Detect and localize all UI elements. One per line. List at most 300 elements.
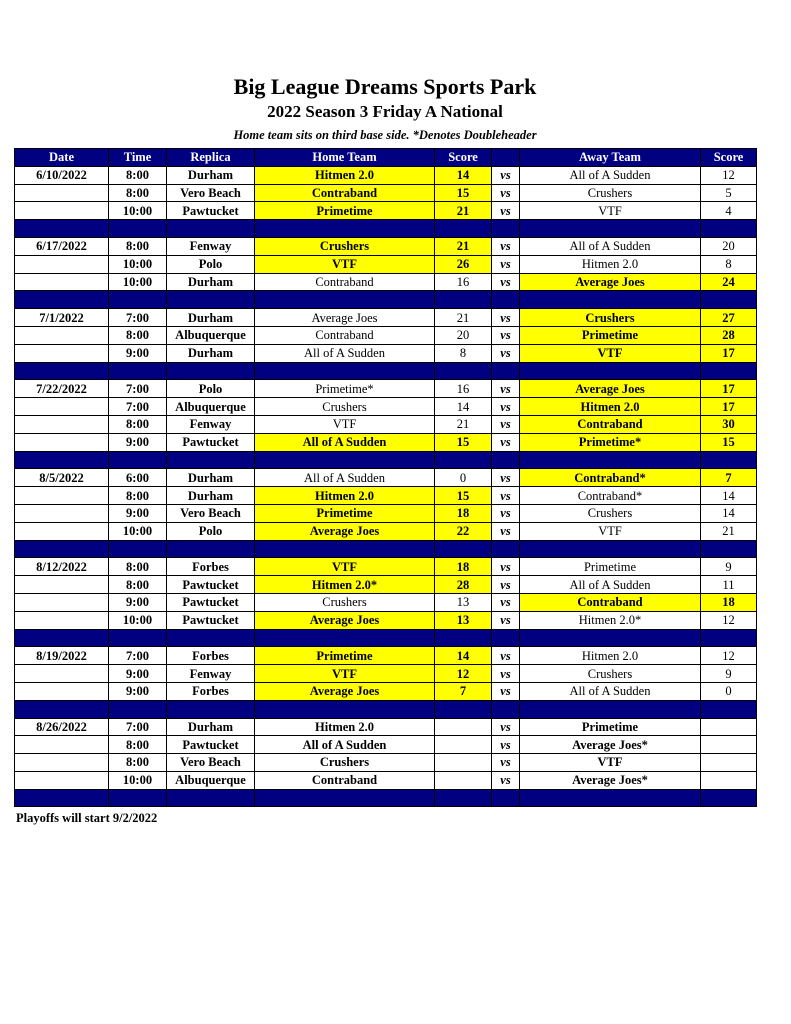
home-team-cell: Primetime	[255, 647, 435, 665]
time-cell: 10:00	[109, 255, 167, 273]
replica-cell: Albuquerque	[167, 326, 255, 344]
away-team-cell: Contraband*	[520, 487, 701, 505]
away-score-cell: 17	[701, 380, 757, 398]
game-row	[15, 415, 757, 433]
time-cell: 6:00	[109, 469, 167, 487]
schedule-note: Home team sits on third base side. *Denotes Doubleheader	[233, 128, 537, 142]
separator-cell	[520, 629, 701, 647]
time-cell: 8:00	[109, 415, 167, 433]
home-score-cell: 13	[435, 611, 492, 629]
week-separator	[15, 362, 757, 380]
game-row	[15, 255, 757, 273]
vs-cell: vs	[492, 273, 520, 291]
home-score-cell: 15	[435, 433, 492, 451]
date-cell	[15, 433, 109, 451]
home-team-cell: VTF	[255, 558, 435, 576]
time-cell: 9:00	[109, 433, 167, 451]
separator-cell	[167, 540, 255, 558]
home-score-cell: 14	[435, 398, 492, 416]
home-score-cell: 15	[435, 487, 492, 505]
home-team-cell: Contraband	[255, 771, 435, 789]
separator-cell	[167, 451, 255, 469]
time-cell: 8:00	[109, 326, 167, 344]
separator-cell	[15, 220, 109, 238]
game-row	[15, 682, 757, 700]
separator-cell	[109, 629, 167, 647]
vs-cell: vs	[492, 522, 520, 540]
vs-cell: vs	[492, 433, 520, 451]
away-team-cell: Average Joes*	[520, 771, 701, 789]
replica-cell: Albuquerque	[167, 398, 255, 416]
replica-cell: Durham	[167, 344, 255, 362]
vs-cell: vs	[492, 487, 520, 505]
replica-cell: Forbes	[167, 558, 255, 576]
replica-cell: Vero Beach	[167, 504, 255, 522]
separator-cell	[492, 700, 520, 718]
time-cell: 9:00	[109, 593, 167, 611]
vs-cell: vs	[492, 237, 520, 255]
home-score-cell	[435, 736, 492, 754]
replica-cell: Albuquerque	[167, 771, 255, 789]
away-team-cell: VTF	[520, 522, 701, 540]
away-team-cell: Average Joes	[520, 380, 701, 398]
away-score-cell: 11	[701, 576, 757, 594]
home-score-cell: 7	[435, 682, 492, 700]
replica-cell: Durham	[167, 469, 255, 487]
home-score-cell: 16	[435, 380, 492, 398]
date-cell	[15, 522, 109, 540]
time-cell: 10:00	[109, 202, 167, 220]
week-separator	[15, 220, 757, 238]
header-home-team: Home Team	[255, 149, 435, 167]
separator-cell	[15, 291, 109, 309]
replica-cell: Durham	[167, 309, 255, 327]
separator-cell	[520, 451, 701, 469]
home-score-cell: 26	[435, 255, 492, 273]
vs-cell: vs	[492, 398, 520, 416]
header-vs	[492, 149, 520, 167]
footer-note: Playoffs will start 9/2/2022	[16, 811, 158, 825]
away-score-cell: 12	[701, 647, 757, 665]
home-team-cell: Average Joes	[255, 611, 435, 629]
replica-cell: Polo	[167, 255, 255, 273]
home-score-cell: 14	[435, 647, 492, 665]
home-team-cell: Average Joes	[255, 682, 435, 700]
replica-cell: Pawtucket	[167, 593, 255, 611]
vs-cell: vs	[492, 718, 520, 736]
separator-cell	[435, 700, 492, 718]
date-cell: 7/1/2022	[15, 309, 109, 327]
away-team-cell: Average Joes*	[520, 736, 701, 754]
separator-cell	[167, 789, 255, 807]
time-cell: 9:00	[109, 665, 167, 683]
separator-cell	[492, 629, 520, 647]
time-cell: 7:00	[109, 718, 167, 736]
home-team-cell: Contraband	[255, 184, 435, 202]
vs-cell: vs	[492, 184, 520, 202]
vs-cell: vs	[492, 326, 520, 344]
separator-cell	[15, 451, 109, 469]
header-time: Time	[109, 149, 167, 167]
away-team-cell: All of A Sudden	[520, 682, 701, 700]
home-score-cell: 13	[435, 593, 492, 611]
separator-cell	[435, 291, 492, 309]
game-row	[15, 754, 757, 772]
home-team-cell: VTF	[255, 665, 435, 683]
date-cell	[15, 184, 109, 202]
separator-cell	[255, 220, 435, 238]
home-score-cell: 0	[435, 469, 492, 487]
away-team-cell: Hitmen 2.0*	[520, 611, 701, 629]
game-row	[15, 309, 757, 327]
game-row	[15, 771, 757, 789]
game-row	[15, 469, 757, 487]
vs-cell: vs	[492, 647, 520, 665]
vs-cell: vs	[492, 771, 520, 789]
time-cell: 8:00	[109, 754, 167, 772]
time-cell: 7:00	[109, 309, 167, 327]
away-score-cell: 17	[701, 398, 757, 416]
schedule-table	[14, 148, 757, 807]
vs-cell: vs	[492, 255, 520, 273]
home-team-cell: Crushers	[255, 237, 435, 255]
date-cell: 8/5/2022	[15, 469, 109, 487]
separator-cell	[255, 700, 435, 718]
away-team-cell: All of A Sudden	[520, 237, 701, 255]
home-team-cell: All of A Sudden	[255, 433, 435, 451]
date-cell: 7/22/2022	[15, 380, 109, 398]
header-home-score: Score	[435, 149, 492, 167]
separator-cell	[167, 220, 255, 238]
vs-cell: vs	[492, 166, 520, 184]
separator-cell	[520, 362, 701, 380]
away-team-cell: Contraband*	[520, 469, 701, 487]
separator-cell	[109, 220, 167, 238]
away-score-cell: 9	[701, 558, 757, 576]
away-score-cell: 30	[701, 415, 757, 433]
date-cell	[15, 344, 109, 362]
home-score-cell: 21	[435, 415, 492, 433]
separator-cell	[701, 451, 757, 469]
separator-cell	[435, 540, 492, 558]
away-score-cell: 27	[701, 309, 757, 327]
time-cell: 10:00	[109, 273, 167, 291]
replica-cell: Forbes	[167, 682, 255, 700]
home-score-cell: 14	[435, 166, 492, 184]
vs-cell: vs	[492, 469, 520, 487]
away-team-cell: Primetime*	[520, 433, 701, 451]
away-score-cell: 12	[701, 611, 757, 629]
vs-cell: vs	[492, 504, 520, 522]
time-cell: 8:00	[109, 237, 167, 255]
home-score-cell	[435, 771, 492, 789]
home-team-cell: Crushers	[255, 754, 435, 772]
game-row	[15, 593, 757, 611]
separator-cell	[109, 362, 167, 380]
header-away-team: Away Team	[520, 149, 701, 167]
game-row	[15, 202, 757, 220]
time-cell: 7:00	[109, 398, 167, 416]
away-score-cell: 5	[701, 184, 757, 202]
game-row	[15, 344, 757, 362]
vs-cell: vs	[492, 611, 520, 629]
separator-cell	[109, 291, 167, 309]
vs-cell: vs	[492, 344, 520, 362]
separator-cell	[520, 220, 701, 238]
separator-cell	[435, 451, 492, 469]
week-separator	[15, 629, 757, 647]
header-date: Date	[15, 149, 109, 167]
game-row	[15, 237, 757, 255]
away-score-cell: 14	[701, 504, 757, 522]
game-row	[15, 504, 757, 522]
replica-cell: Pawtucket	[167, 202, 255, 220]
time-cell: 9:00	[109, 682, 167, 700]
home-team-cell: Average Joes	[255, 309, 435, 327]
away-score-cell: 9	[701, 665, 757, 683]
replica-cell: Fenway	[167, 237, 255, 255]
separator-cell	[167, 629, 255, 647]
away-score-cell: 17	[701, 344, 757, 362]
separator-cell	[15, 362, 109, 380]
date-cell	[15, 665, 109, 683]
away-team-cell: Primetime	[520, 558, 701, 576]
replica-cell: Pawtucket	[167, 736, 255, 754]
replica-cell: Vero Beach	[167, 184, 255, 202]
away-team-cell: Hitmen 2.0	[520, 255, 701, 273]
separator-cell	[435, 362, 492, 380]
separator-cell	[255, 789, 435, 807]
home-score-cell: 8	[435, 344, 492, 362]
game-row	[15, 718, 757, 736]
vs-cell: vs	[492, 202, 520, 220]
vs-cell: vs	[492, 576, 520, 594]
time-cell: 10:00	[109, 611, 167, 629]
separator-cell	[701, 291, 757, 309]
date-cell	[15, 255, 109, 273]
date-cell: 6/17/2022	[15, 237, 109, 255]
separator-cell	[492, 362, 520, 380]
date-cell	[15, 415, 109, 433]
separator-cell	[492, 451, 520, 469]
home-score-cell: 15	[435, 184, 492, 202]
game-row	[15, 522, 757, 540]
time-cell: 8:00	[109, 576, 167, 594]
game-row	[15, 558, 757, 576]
header-replica: Replica	[167, 149, 255, 167]
date-cell	[15, 326, 109, 344]
home-team-cell: Hitmen 2.0	[255, 718, 435, 736]
separator-cell	[255, 362, 435, 380]
home-team-cell: All of A Sudden	[255, 344, 435, 362]
time-cell: 8:00	[109, 184, 167, 202]
week-separator	[15, 451, 757, 469]
separator-cell	[435, 629, 492, 647]
game-row	[15, 611, 757, 629]
home-team-cell: Crushers	[255, 593, 435, 611]
time-cell: 8:00	[109, 487, 167, 505]
away-score-cell	[701, 771, 757, 789]
away-team-cell: Crushers	[520, 184, 701, 202]
home-score-cell: 21	[435, 237, 492, 255]
game-row	[15, 184, 757, 202]
date-cell	[15, 771, 109, 789]
away-score-cell: 28	[701, 326, 757, 344]
game-row	[15, 665, 757, 683]
away-score-cell: 15	[701, 433, 757, 451]
separator-cell	[109, 789, 167, 807]
home-team-cell: Primetime*	[255, 380, 435, 398]
separator-cell	[435, 789, 492, 807]
separator-cell	[109, 700, 167, 718]
home-score-cell: 18	[435, 504, 492, 522]
separator-cell	[15, 789, 109, 807]
separator-cell	[435, 220, 492, 238]
date-cell	[15, 593, 109, 611]
time-cell: 8:00	[109, 736, 167, 754]
home-score-cell: 21	[435, 202, 492, 220]
home-team-cell: All of A Sudden	[255, 469, 435, 487]
away-team-cell: Average Joes	[520, 273, 701, 291]
date-cell	[15, 754, 109, 772]
replica-cell: Pawtucket	[167, 433, 255, 451]
home-score-cell: 20	[435, 326, 492, 344]
separator-cell	[15, 700, 109, 718]
home-score-cell: 12	[435, 665, 492, 683]
date-cell	[15, 682, 109, 700]
separator-cell	[520, 700, 701, 718]
away-team-cell: Crushers	[520, 309, 701, 327]
game-row	[15, 487, 757, 505]
separator-cell	[520, 291, 701, 309]
game-row	[15, 576, 757, 594]
separator-cell	[255, 451, 435, 469]
date-cell	[15, 736, 109, 754]
time-cell: 7:00	[109, 647, 167, 665]
replica-cell: Durham	[167, 273, 255, 291]
away-team-cell: Contraband	[520, 593, 701, 611]
home-team-cell: Primetime	[255, 504, 435, 522]
home-score-cell: 21	[435, 309, 492, 327]
away-team-cell: Hitmen 2.0	[520, 398, 701, 416]
away-team-cell: VTF	[520, 202, 701, 220]
vs-cell: vs	[492, 558, 520, 576]
game-row	[15, 736, 757, 754]
separator-cell	[255, 291, 435, 309]
separator-cell	[492, 220, 520, 238]
game-row	[15, 273, 757, 291]
separator-cell	[167, 700, 255, 718]
date-cell	[15, 202, 109, 220]
separator-cell	[520, 789, 701, 807]
separator-cell	[701, 700, 757, 718]
replica-cell: Durham	[167, 166, 255, 184]
date-cell	[15, 487, 109, 505]
home-team-cell: Contraband	[255, 273, 435, 291]
vs-cell: vs	[492, 309, 520, 327]
replica-cell: Fenway	[167, 415, 255, 433]
game-row	[15, 433, 757, 451]
game-row	[15, 647, 757, 665]
date-cell	[15, 398, 109, 416]
replica-cell: Polo	[167, 522, 255, 540]
page-title: Big League Dreams Sports Park	[233, 74, 537, 99]
replica-cell: Fenway	[167, 665, 255, 683]
replica-cell: Pawtucket	[167, 576, 255, 594]
home-score-cell: 16	[435, 273, 492, 291]
time-cell: 8:00	[109, 166, 167, 184]
home-score-cell: 18	[435, 558, 492, 576]
away-team-cell: VTF	[520, 754, 701, 772]
away-team-cell: All of A Sudden	[520, 166, 701, 184]
vs-cell: vs	[492, 415, 520, 433]
separator-cell	[701, 789, 757, 807]
home-team-cell: Contraband	[255, 326, 435, 344]
away-team-cell: Crushers	[520, 665, 701, 683]
separator-cell	[492, 291, 520, 309]
separator-cell	[520, 540, 701, 558]
away-score-cell: 18	[701, 593, 757, 611]
separator-cell	[15, 540, 109, 558]
home-team-cell: Hitmen 2.0*	[255, 576, 435, 594]
away-team-cell: Hitmen 2.0	[520, 647, 701, 665]
separator-cell	[492, 540, 520, 558]
vs-cell: vs	[492, 682, 520, 700]
separator-cell	[701, 362, 757, 380]
away-score-cell: 4	[701, 202, 757, 220]
away-score-cell: 0	[701, 682, 757, 700]
separator-cell	[255, 540, 435, 558]
time-cell: 9:00	[109, 344, 167, 362]
time-cell: 8:00	[109, 558, 167, 576]
away-score-cell: 7	[701, 469, 757, 487]
away-team-cell: Contraband	[520, 415, 701, 433]
separator-cell	[492, 789, 520, 807]
away-score-cell	[701, 736, 757, 754]
page-subtitle: 2022 Season 3 Friday A National	[267, 102, 503, 121]
away-score-cell: 14	[701, 487, 757, 505]
replica-cell: Pawtucket	[167, 611, 255, 629]
away-score-cell: 8	[701, 255, 757, 273]
home-score-cell	[435, 754, 492, 772]
game-row	[15, 166, 757, 184]
away-score-cell: 20	[701, 237, 757, 255]
home-team-cell: VTF	[255, 255, 435, 273]
week-separator	[15, 700, 757, 718]
time-cell: 7:00	[109, 380, 167, 398]
home-score-cell: 28	[435, 576, 492, 594]
date-cell: 8/19/2022	[15, 647, 109, 665]
time-cell: 10:00	[109, 771, 167, 789]
separator-cell	[109, 540, 167, 558]
away-score-cell: 24	[701, 273, 757, 291]
vs-cell: vs	[492, 380, 520, 398]
home-team-cell: Hitmen 2.0	[255, 487, 435, 505]
week-separator	[15, 540, 757, 558]
separator-cell	[109, 451, 167, 469]
vs-cell: vs	[492, 754, 520, 772]
separator-cell	[701, 220, 757, 238]
date-cell: 6/10/2022	[15, 166, 109, 184]
time-cell: 10:00	[109, 522, 167, 540]
header-away-score: Score	[701, 149, 757, 167]
away-team-cell: All of A Sudden	[520, 576, 701, 594]
away-team-cell: Primetime	[520, 326, 701, 344]
header-row	[15, 149, 757, 167]
date-cell: 8/12/2022	[15, 558, 109, 576]
replica-cell: Durham	[167, 718, 255, 736]
game-row	[15, 380, 757, 398]
